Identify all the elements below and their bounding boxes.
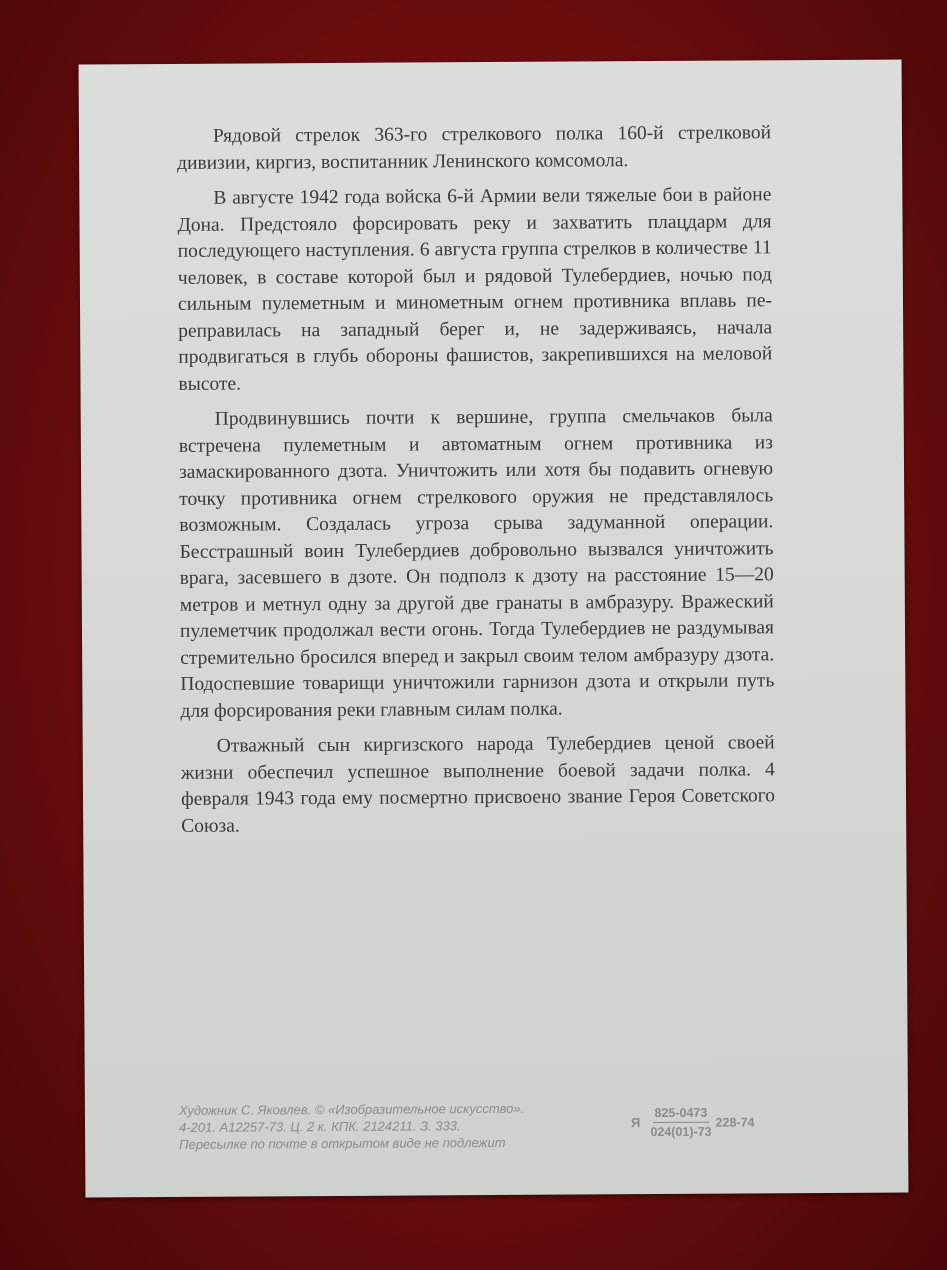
paragraph-intro: Рядовой стрелок 363-го стрелкового полка 160-й стрелковой дивизии, киргиз, воспитанник Ленинского комсомола.	[177, 122, 772, 174]
biography-text	[177, 120, 775, 849]
imprint-code-line: 4-201. А12257-73. Ц. 2 к. КПК. 2124211. З. 333.	[178, 1118, 461, 1135]
paragraph-award: Отважный сын киргизского народа Тулебердиев ценой своей жизни обеспечил успешное выполнение боевой задачи полка. 4 февраля 1943 года ему посмертно присвоено звание Героя Советского Союза.	[180, 732, 776, 837]
catalog-index	[631, 1105, 755, 1139]
index-denominator: 024(01)-73	[650, 1124, 712, 1140]
index-letter: Я	[630, 1115, 641, 1131]
imprint-artist-line: Художник С. Яковлев. © «Изобразительное искусство».	[178, 1100, 525, 1118]
paragraph-crossing: В августе 1942 года войска 6-й Армии вели тяжелые бои в районе Дона. Предстояло форсировать реку и захватить плацдарм для последующего наступления. 6 августа группа стрелков в количестве 11 человек, в составе которой был и рядовой Тулебердиев, ночью под сильным пулеметным и минометным огнем противника вплавь переправилась на западный берег и, не задерживаясь, начала продвигаться в глубь обороны фашистов, закрепившихся на меловой высоте.	[177, 184, 773, 395]
index-suffix: 228-74	[715, 1114, 755, 1130]
postcard-back	[79, 59, 909, 1197]
paragraph-feat: Продвинувшись почти к вершине, группа смельчаков была встречена пулеметным и автоматным огнем противника из замаскированного дзота. Уничтожить или хотя бы подавить огневую точку противника огнем стрелкового оружия не представлялось возможным. Создалась угроза срыва задуманной операции. Бесстрашный воин Тулебердиев добровольно вызвался уничтожить врага, засевшего в дзоте. Он подполз к дзоту на расстояние 15—20 метров и метнул одну за другой две гранаты в амбразуру. Вражеский пулеметчик продолжал вести огонь. Тогда Тулебердиев не раздумывая стремительно бросился вперед и закрыл своим телом амбразуру дзота. Подоспевшие товарищи уничтожили гарнизон дзота и открыли путь для форсирования реки главным силам полка.	[178, 405, 775, 722]
index-fraction	[650, 1106, 711, 1139]
imprint-postal-line: Пересылке по почте в открытом виде не подлежит	[179, 1134, 506, 1152]
index-numerator: 825-0473	[652, 1106, 709, 1123]
